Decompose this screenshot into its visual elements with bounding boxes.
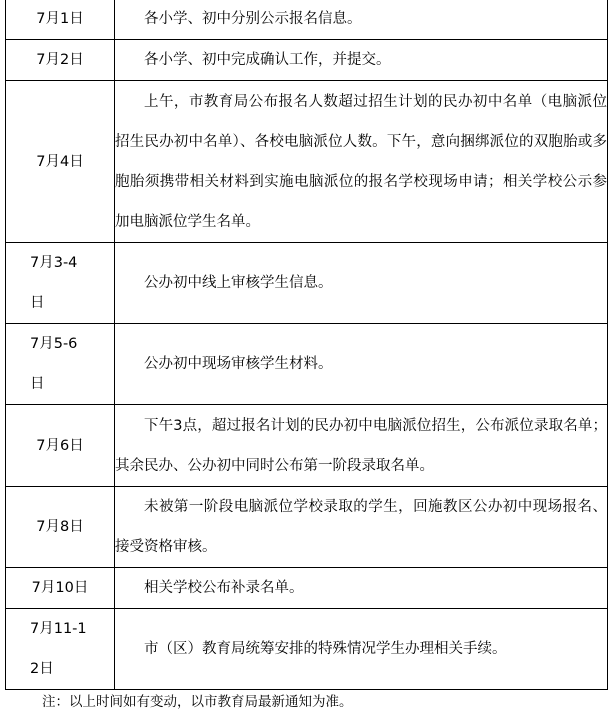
date-text: 7月2日 xyxy=(36,52,84,68)
date-text: 7月4日 xyxy=(36,153,84,170)
date-text: 7月5-6日 xyxy=(30,336,78,392)
description-text: 公办初中现场审核学生材料。 xyxy=(144,356,333,372)
date-text: 7月11-12日 xyxy=(30,621,87,677)
date-cell xyxy=(6,405,115,487)
description-text: 各小学、初中完成确认工作，并提交。 xyxy=(144,52,391,68)
date-cell xyxy=(6,0,115,40)
table-row xyxy=(6,568,608,609)
description-cell xyxy=(115,81,608,243)
date-cell xyxy=(6,243,115,324)
date-cell xyxy=(6,40,115,81)
enrollment-schedule-table xyxy=(5,0,608,690)
description-cell xyxy=(115,0,608,40)
date-text: 7月1日 xyxy=(36,11,84,27)
table-row xyxy=(6,324,608,405)
description-cell xyxy=(115,40,608,81)
description-cell xyxy=(115,609,608,690)
description-cell xyxy=(115,487,608,568)
date-cell xyxy=(6,568,115,609)
description-text: 公办初中线上审核学生信息。 xyxy=(144,275,333,291)
table-row xyxy=(6,40,608,81)
description-cell xyxy=(115,243,608,324)
date-cell xyxy=(6,324,115,405)
table-row xyxy=(6,243,608,324)
table-row xyxy=(6,81,608,243)
table-row xyxy=(6,487,608,568)
table-row xyxy=(6,0,608,40)
description-text: 下午3点，超过报名计划的民办初中电脑派位招生，公布派位录取名单；其余民办、公办初中同时公布第一阶段录取名单。 xyxy=(115,417,607,474)
description-text: 相关学校公布补录名单。 xyxy=(144,580,304,596)
footnote: 注：以上时间如有变动，以市教育局最新通知为准。 xyxy=(42,694,353,710)
description-text: 上午，市教育局公布报名人数超过招生计划的民办初中名单（电脑派位招生民办初中名单）、各校电脑派位人数。下午，意向捆绑派位的双胞胎或多胞胎须携带相关材料到实施电脑派位的报名学校现场申请；相关学校公示参加电脑派位学生名单。 xyxy=(115,93,607,230)
description-text: 市（区）教育局统筹安排的特殊情况学生办理相关手续。 xyxy=(144,641,507,657)
table-row xyxy=(6,609,608,690)
date-text: 7月6日 xyxy=(36,437,84,454)
description-cell xyxy=(115,568,608,609)
description-cell xyxy=(115,324,608,405)
description-text: 未被第一阶段电脑派位学校录取的学生，回施教区公办初中现场报名、接受资格审核。 xyxy=(115,499,607,555)
date-text: 7月10日 xyxy=(31,580,89,596)
date-cell xyxy=(6,81,115,243)
description-text: 各小学、初中分别公示报名信息。 xyxy=(144,11,362,27)
date-cell xyxy=(6,487,115,568)
table-row xyxy=(6,405,608,487)
date-text: 7月8日 xyxy=(36,519,84,535)
date-text: 7月3-4日 xyxy=(30,255,78,311)
description-cell xyxy=(115,405,608,487)
date-cell xyxy=(6,609,115,690)
